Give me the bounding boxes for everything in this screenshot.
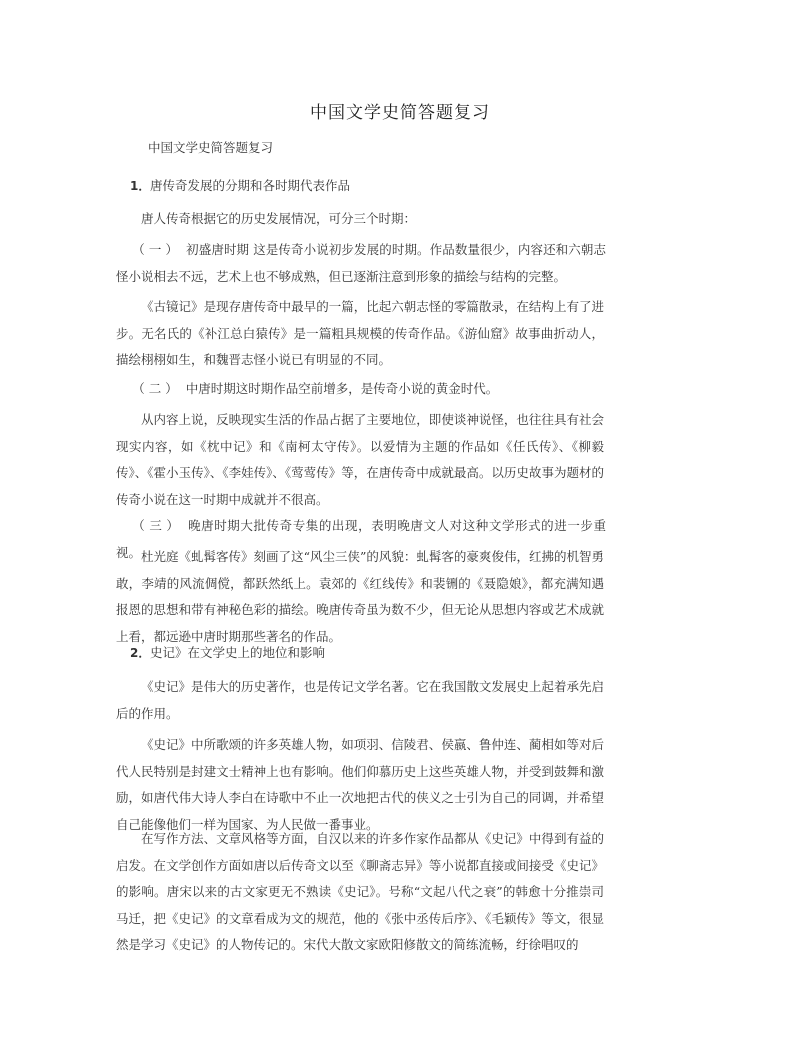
section-2-paragraph-1: 《史记》是伟大的历史著作，也是传记文学名著。它在我国散文发展史上起着承先启后的作用。 [116,679,604,721]
period-2-label: （二） [132,381,182,396]
period-3-detail: 杜光庭《虬髯客传》刻画了这“风尘三侠”的风貌：虬髯客的豪爽俊伟，红拂的机智勇敢，李靖的风流倜傥，都跃然纸上。袁郊的《红线传》和裴铏的《聂隐娘》，都充满知遇报恩的思想和带有神秘色彩的描绘。晚唐传奇虽为数不少，但无论从思想内容或艺术成就上看，都远逊中唐时期那些著名的作品。 [116,549,604,644]
period-3-text: 晚唐时期大批传奇专集的出现，表明晚唐文人对这种文学形式的进一步重视。 [116,518,606,560]
section-1-heading-text: 唐传奇发展的分期和各时期代表作品 [150,178,351,193]
period-2-text: 中唐时期这时期作品空前增多，是传奇小说的黄金时代。 [185,381,499,396]
section-1-intro: 唐人传奇根据它的历史发展情况，可分三个时期： [141,211,417,226]
section-2-paragraph-3: 在写作方法、文章风格等方面，自汉以来的许多作家作品都从《史记》中得到有益的启发。在文学创作方面如唐以后传奇文以至《聊斋志异》等小说都直接或间接受《史记》的影响。唐宋以来的古文家更无不熟读《史记》。号称“文起八代之衰”的韩愈十分推崇司马迁，把《史记》的文章看成为文的规范，他的《张中丞传后序》、《毛颖传》等文，很显然是学习《史记》的人物传记的。宋代大散文家欧阳修散文的简练流畅，纡徐唱叹的 [116,831,604,952]
section-2-heading [130,643,325,661]
section-2-paragraph-2: 《史记》中所歌颂的许多英雄人物，如项羽、信陵君、侯嬴、鲁仲连、蔺相如等对后代人民特别是封建文士精神上也有影响。他们仰慕历史上这些英雄人物，并受到鼓舞和激励，如唐代伟大诗人李白在诗歌中不止一次地把古代的侠义之士引为自己的同调，并希望自己能像他们一样为国家、为人民做一番事业。 [116,737,604,832]
section-1-number: 1． [130,179,151,193]
period-1-paragraph [116,237,606,290]
page-title: 中国文学史简答题复习 [310,103,490,123]
document-subtitle: 中国文学史简答题复习 [148,140,274,155]
section-1-heading [130,176,350,194]
section-2-number: 2． [130,646,151,660]
period-3-label: （三） [132,518,184,533]
section-2-heading-text: 史记》在文学史上的地位和影响 [150,645,326,660]
period-2-paragraph [116,376,606,403]
period-1-text: 初盛唐时期 这是传奇小说初步发展的时期。作品数量很少，内容还和六朝志怪小说相去不远，艺术上也不够成熟，但已逐渐注意到形象的描绘与结构的完整。 [116,242,606,284]
period-1-label: （一） [132,242,183,257]
period-1-detail: 《古镜记》是现存唐传奇中最早的一篇，比起六朝志怪的零篇散录，在结构上有了进步。无名氏的《补江总白猿传》是一篇粗具规模的传奇作品。《游仙窟》故事曲折动人，描绘栩栩如生，和魏晋志怪小说已有明显的不同。 [116,299,604,367]
period-2-detail: 从内容上说，反映现实生活的作品占据了主要地位，即使谈神说怪，也往往具有社会现实内容，如《枕中记》和《南柯太守传》。以爱情为主题的作品如《任氏传》、《柳毅传》、《霍小玉传》、《李娃传》、《莺莺传》等，在唐传奇中成就最高。以历史故事为题材的传奇小说在这一时期中成就并不很高。 [116,412,604,507]
